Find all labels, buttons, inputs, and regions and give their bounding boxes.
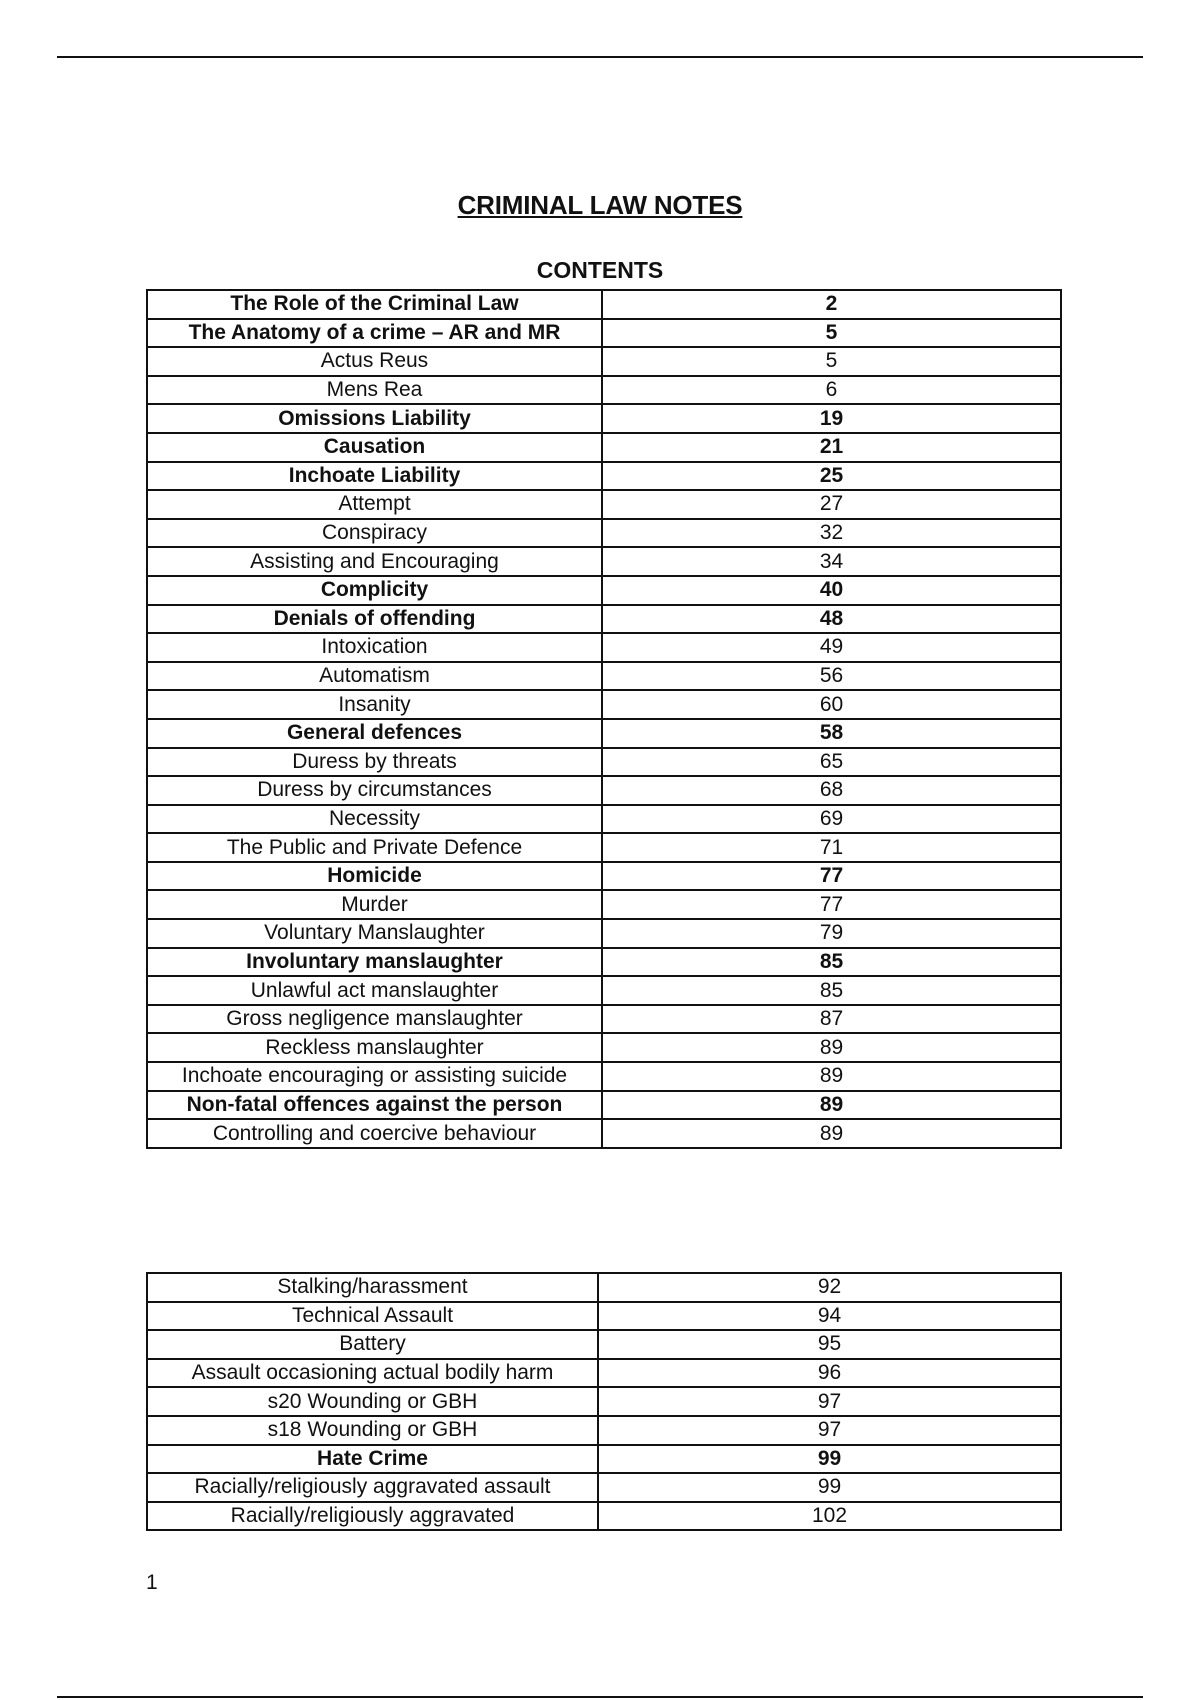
toc-entry-page: 27 xyxy=(602,490,1061,519)
toc-entry-title: Reckless manslaughter xyxy=(147,1033,602,1062)
toc-row xyxy=(147,1445,1061,1474)
toc-row xyxy=(147,462,1061,491)
toc-row xyxy=(147,633,1061,662)
toc-entry-page: 85 xyxy=(602,976,1061,1005)
footer-rule xyxy=(57,1696,1143,1698)
toc-entry-title: Duress by threats xyxy=(147,748,602,777)
toc-row xyxy=(147,776,1061,805)
toc-entry-title: Murder xyxy=(147,890,602,919)
toc-row xyxy=(147,319,1061,348)
toc-row xyxy=(147,490,1061,519)
toc-entry-page: 21 xyxy=(602,433,1061,462)
toc-entry-page: 92 xyxy=(598,1273,1061,1302)
toc-entry-page: 5 xyxy=(602,319,1061,348)
toc-row xyxy=(147,404,1061,433)
toc-entry-title: Battery xyxy=(147,1330,598,1359)
toc-entry-page: 95 xyxy=(598,1330,1061,1359)
contents-heading: CONTENTS xyxy=(536,257,664,283)
toc-row xyxy=(147,547,1061,576)
toc-entry-title: Mens Rea xyxy=(147,376,602,405)
toc-row xyxy=(147,1302,1061,1331)
toc-entry-title: Technical Assault xyxy=(147,1302,598,1331)
toc-entry-page: 85 xyxy=(602,948,1061,977)
toc-row xyxy=(147,1033,1061,1062)
toc-entry-page: 89 xyxy=(602,1119,1061,1148)
toc-row xyxy=(147,1091,1061,1120)
toc-row xyxy=(147,1330,1061,1359)
toc-entry-title: Complicity xyxy=(147,576,602,605)
toc-row xyxy=(147,433,1061,462)
toc-entry-page: 89 xyxy=(602,1091,1061,1120)
toc-entry-title: Racially/religiously aggravated assault xyxy=(147,1473,598,1502)
toc-entry-page: 96 xyxy=(598,1359,1061,1388)
toc-entry-page: 102 xyxy=(598,1502,1061,1531)
toc-entry-title: Denials of offending xyxy=(147,605,602,634)
toc-entry-title: Hate Crime xyxy=(147,1445,598,1474)
toc-row xyxy=(147,805,1061,834)
toc-entry-page: 25 xyxy=(602,462,1061,491)
toc-entry-page: 69 xyxy=(602,805,1061,834)
toc-entry-page: 65 xyxy=(602,748,1061,777)
toc-entry-title: Homicide xyxy=(147,862,602,891)
toc-entry-title: Inchoate Liability xyxy=(147,462,602,491)
contents-table-part2 xyxy=(146,1272,1062,1531)
toc-entry-title: Controlling and coercive behaviour xyxy=(147,1119,602,1148)
toc-row xyxy=(147,948,1061,977)
toc-row xyxy=(147,1502,1061,1531)
toc-row xyxy=(147,890,1061,919)
toc-row xyxy=(147,862,1061,891)
document-title: CRIMINAL LAW NOTES xyxy=(457,190,743,220)
toc-entry-page: 97 xyxy=(598,1387,1061,1416)
toc-entry-page: 40 xyxy=(602,576,1061,605)
toc-row xyxy=(147,719,1061,748)
toc-entry-title: Voluntary Manslaughter xyxy=(147,919,602,948)
toc-entry-title: Conspiracy xyxy=(147,519,602,548)
toc-entry-title: The Anatomy of a crime – AR and MR xyxy=(147,319,602,348)
toc-entry-page: 99 xyxy=(598,1445,1061,1474)
toc-row xyxy=(147,1062,1061,1091)
toc-entry-page: 48 xyxy=(602,605,1061,634)
toc-entry-page: 71 xyxy=(602,833,1061,862)
toc-entry-title: Omissions Liability xyxy=(147,404,602,433)
toc-entry-title: Assault occasioning actual bodily harm xyxy=(147,1359,598,1388)
toc-entry-page: 77 xyxy=(602,862,1061,891)
toc-row xyxy=(147,748,1061,777)
toc-row xyxy=(147,605,1061,634)
toc-row xyxy=(147,919,1061,948)
header-rule xyxy=(57,56,1143,58)
toc-entry-title: Causation xyxy=(147,433,602,462)
toc-entry-page: 19 xyxy=(602,404,1061,433)
toc-row xyxy=(147,347,1061,376)
toc-row xyxy=(147,576,1061,605)
toc-row xyxy=(147,690,1061,719)
toc-entry-title: Involuntary manslaughter xyxy=(147,948,602,977)
page-number: 1 xyxy=(146,1571,158,1594)
toc-entry-page: 99 xyxy=(598,1473,1061,1502)
toc-row xyxy=(147,1273,1061,1302)
toc-row xyxy=(147,976,1061,1005)
toc-entry-page: 58 xyxy=(602,719,1061,748)
toc-row xyxy=(147,519,1061,548)
toc-row xyxy=(147,1416,1061,1445)
toc-entry-title: s20 Wounding or GBH xyxy=(147,1387,598,1416)
toc-entry-page: 60 xyxy=(602,690,1061,719)
toc-entry-title: Racially/religiously aggravated xyxy=(147,1502,598,1531)
toc-entry-page: 89 xyxy=(602,1033,1061,1062)
toc-entry-page: 79 xyxy=(602,919,1061,948)
toc-entry-page: 87 xyxy=(602,1005,1061,1034)
toc-entry-title: s18 Wounding or GBH xyxy=(147,1416,598,1445)
toc-row xyxy=(147,1119,1061,1148)
toc-entry-page: 56 xyxy=(602,662,1061,691)
toc-entry-title: Intoxication xyxy=(147,633,602,662)
toc-row xyxy=(147,833,1061,862)
toc-entry-title: Stalking/harassment xyxy=(147,1273,598,1302)
toc-entry-title: Attempt xyxy=(147,490,602,519)
toc-entry-title: Actus Reus xyxy=(147,347,602,376)
toc-entry-title: Insanity xyxy=(147,690,602,719)
toc-entry-title: Necessity xyxy=(147,805,602,834)
toc-entry-title: Unlawful act manslaughter xyxy=(147,976,602,1005)
toc-entry-page: 89 xyxy=(602,1062,1061,1091)
toc-entry-page: 2 xyxy=(602,290,1061,319)
toc-row xyxy=(147,376,1061,405)
toc-row xyxy=(147,1359,1061,1388)
toc-entry-page: 5 xyxy=(602,347,1061,376)
toc-row xyxy=(147,1005,1061,1034)
toc-row xyxy=(147,1473,1061,1502)
toc-entry-title: Automatism xyxy=(147,662,602,691)
toc-entry-title: The Public and Private Defence xyxy=(147,833,602,862)
contents-table-part1 xyxy=(146,289,1062,1149)
toc-entry-page: 6 xyxy=(602,376,1061,405)
toc-entry-page: 77 xyxy=(602,890,1061,919)
toc-entry-page: 97 xyxy=(598,1416,1061,1445)
toc-entry-title: Non-fatal offences against the person xyxy=(147,1091,602,1120)
toc-row xyxy=(147,290,1061,319)
toc-entry-page: 32 xyxy=(602,519,1061,548)
toc-entry-title: Gross negligence manslaughter xyxy=(147,1005,602,1034)
toc-row xyxy=(147,662,1061,691)
toc-entry-page: 94 xyxy=(598,1302,1061,1331)
toc-entry-page: 34 xyxy=(602,547,1061,576)
toc-entry-title: Assisting and Encouraging xyxy=(147,547,602,576)
toc-entry-title: Inchoate encouraging or assisting suicide xyxy=(147,1062,602,1091)
toc-entry-page: 68 xyxy=(602,776,1061,805)
toc-entry-title: Duress by circumstances xyxy=(147,776,602,805)
toc-entry-page: 49 xyxy=(602,633,1061,662)
toc-entry-title: General defences xyxy=(147,719,602,748)
toc-row xyxy=(147,1387,1061,1416)
toc-entry-title: The Role of the Criminal Law xyxy=(147,290,602,319)
